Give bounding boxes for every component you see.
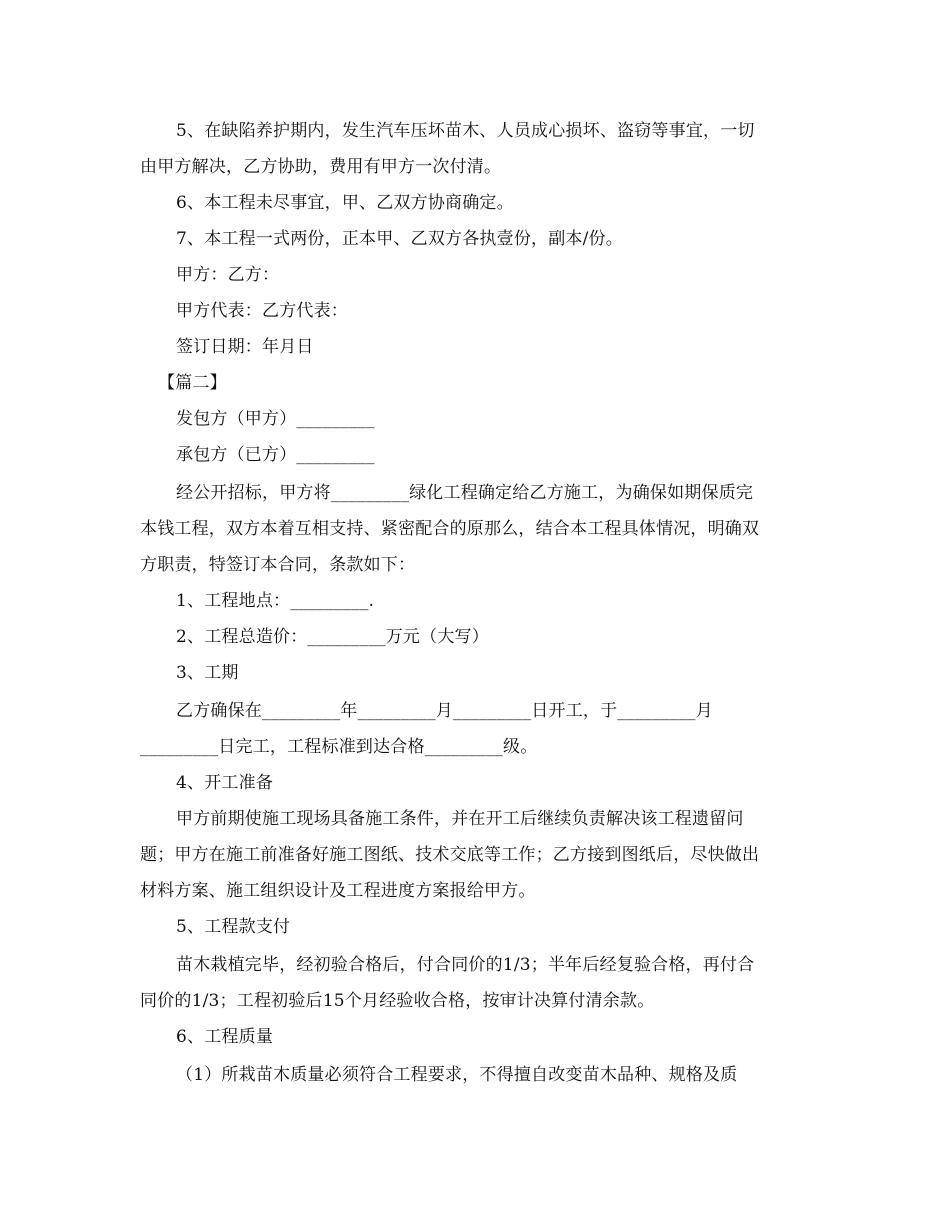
text-line: 承包方（已方）_________: [176, 445, 375, 465]
text-line: （1）所栽苗木质量必须符合工程要求，不得擅自改变苗木品种、规格及质: [176, 1065, 738, 1085]
section-heading: 【篇二】: [158, 373, 227, 393]
text-line: 甲方前期使施工现场具备施工条件，并在开工后继续负责解决该工程遗留问: [176, 809, 744, 829]
text-line: 6、本工程未尽事宜，甲、乙双方协商确定。: [176, 193, 514, 213]
text-line: 方职责，特签订本合同，条款如下：: [140, 555, 416, 575]
text-line: 2、工程总造价：_________万元（大写）: [176, 627, 489, 647]
text-line: 6、工程质量: [176, 1027, 274, 1047]
text-line: 同价的1/3；工程初验后15个月经验收合格，按审计决算付清余款。: [140, 991, 655, 1011]
text-line: 1、工程地点：_________.: [176, 591, 375, 611]
text-line: 苗木栽植完毕，经初验合格后，付合同价的1/3；半年后经复验合格，再付合: [176, 955, 755, 975]
text-line: 发包方（甲方）_________: [176, 409, 375, 429]
text-line: 签订日期：年月日: [176, 337, 314, 357]
text-line: 甲方：乙方：: [176, 265, 280, 285]
text-line: 5、工程款支付: [176, 917, 291, 937]
text-line: 本钱工程，双方本着互相支持、紧密配合的原那么，结合本工程具体情况，明确双: [140, 519, 760, 539]
text-line: 由甲方解决，乙方协助，费用有甲方一次付清。: [140, 157, 502, 177]
text-line: 题；甲方在施工前准备好施工图纸、技术交底等工作；乙方接到图纸后，尽快做出: [140, 845, 760, 865]
text-line: 材料方案、施工组织设计及工程进度方案报给甲方。: [140, 881, 536, 901]
text-line: 3、工期: [176, 663, 239, 683]
text-line: 经公开招标，甲方将_________绿化工程确定给乙方施工，为确保如期保质完: [176, 483, 754, 503]
text-line: 5、在缺陷养护期内，发生汽车压坏苗木、人员成心损坏、盗窃等事宜，一切: [176, 121, 755, 141]
text-line: 7、本工程一式两份，正本甲、乙双方各执壹份，副本/份。: [176, 229, 623, 249]
text-line: 甲方代表：乙方代表：: [176, 301, 348, 321]
text-line: 4、开工准备: [176, 773, 274, 793]
text-line: 乙方确保在_________年_________月_________日开工，于_________月: [176, 701, 713, 721]
text-line: _________日完工，工程标准到达合格_________级。: [140, 737, 538, 757]
